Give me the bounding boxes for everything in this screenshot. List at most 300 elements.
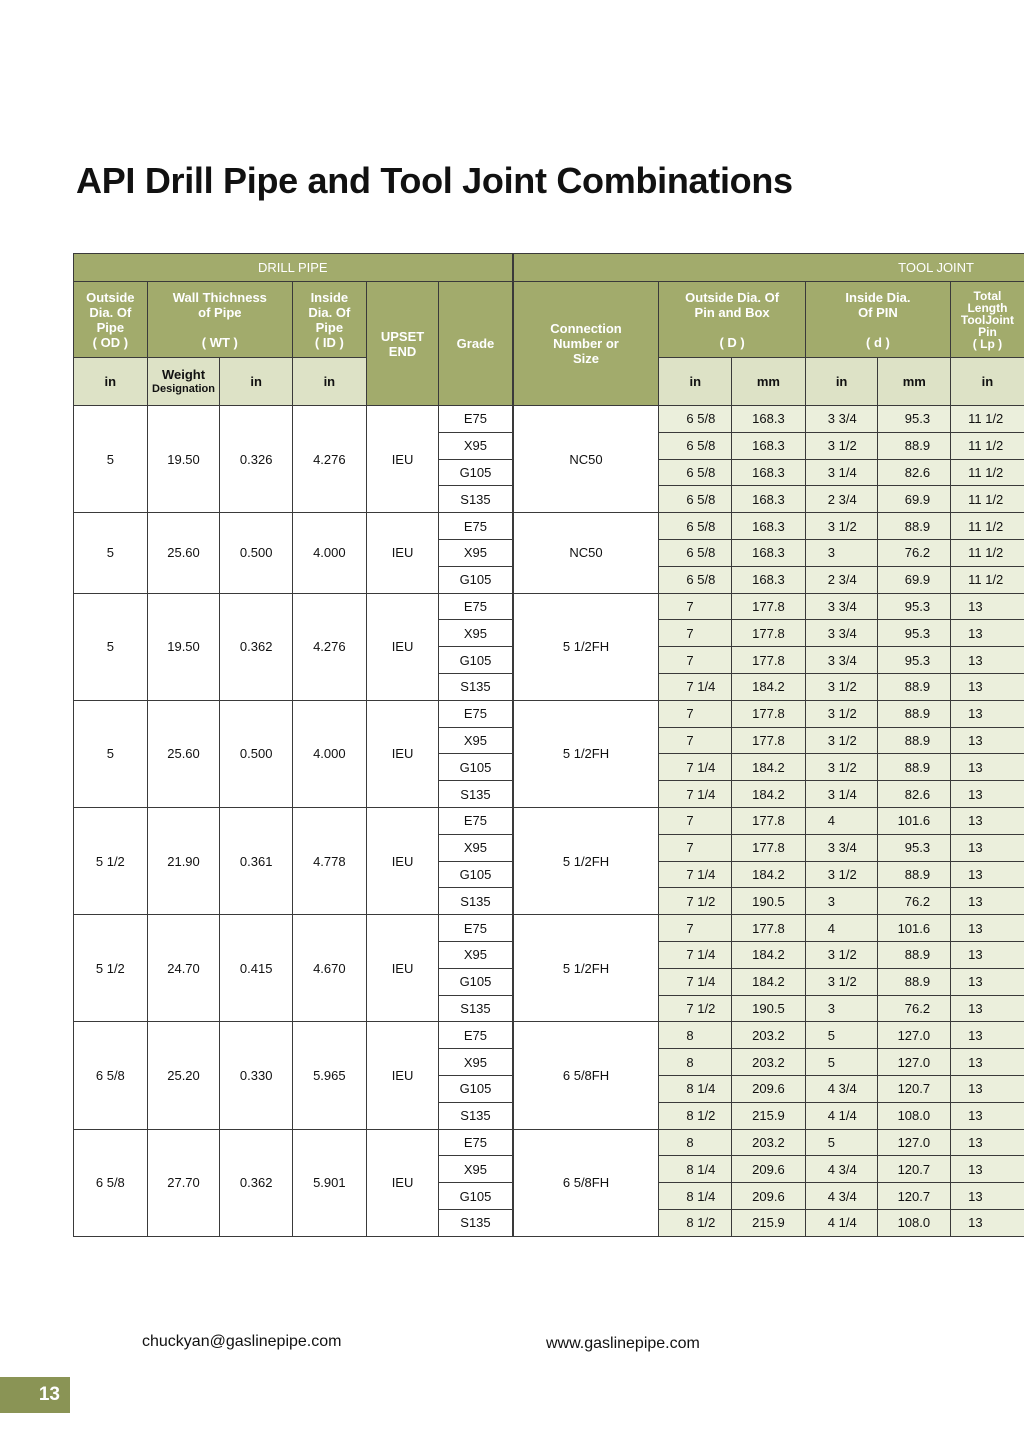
- pin-box-od-in-cell: 7 1/4: [659, 781, 732, 808]
- od-header-line: ( OD ): [92, 335, 129, 350]
- pin-length-cell: 13: [951, 968, 1024, 995]
- pin-box-od-in-cell: 7 1/4: [659, 861, 732, 888]
- pin-box-od-mm-cell: 184.2: [732, 861, 806, 888]
- id-cell: 4.276: [293, 593, 367, 700]
- grade-cell: X95: [439, 941, 513, 968]
- upset-header-line: UPSET: [380, 328, 425, 344]
- tool-joint-section-header: [513, 254, 1024, 282]
- pin-box-od-in-cell: 8 1/2: [659, 1209, 732, 1236]
- pin-id-mm-cell: 127.0: [878, 1022, 951, 1049]
- pin-id-mm-cell: 88.9: [878, 513, 951, 540]
- pin-id-mm-cell: 127.0: [878, 1129, 951, 1156]
- pin-length-cell: 13: [951, 647, 1024, 674]
- od-header-line: Pipe: [96, 320, 125, 335]
- pin-length-unit: in: [951, 358, 1024, 406]
- combinations-table-container: [73, 253, 1024, 1237]
- pin-id-mm-cell: 101.6: [878, 807, 951, 834]
- od-cell: 5 1/2: [74, 915, 148, 1022]
- pin-length-cell: 13: [951, 1102, 1024, 1129]
- pin-length-cell: 13: [951, 1075, 1024, 1102]
- page-number: 13: [38, 1384, 60, 1405]
- pin-length-header-line: Length: [967, 301, 1008, 315]
- wt-unit: in: [220, 358, 293, 406]
- pin-length-cell: 13: [951, 700, 1024, 727]
- pin-id-in-cell: 2 3/4: [805, 486, 878, 513]
- grade-cell: X95: [439, 620, 513, 647]
- pin-id-in-cell: 3 1/4: [805, 781, 878, 808]
- pin-id-mm-cell: 95.3: [878, 406, 951, 433]
- pin-id-mm-cell: 76.2: [878, 539, 951, 566]
- od-cell: 6 5/8: [74, 1022, 148, 1129]
- pin-length-cell: 13: [951, 995, 1024, 1022]
- pin-box-od-mm-cell: 209.6: [732, 1075, 806, 1102]
- grade-cell: X95: [439, 1049, 513, 1076]
- pin-id-mm-cell: 101.6: [878, 915, 951, 942]
- pin-box-od-in-cell: 6 5/8: [659, 432, 732, 459]
- pin-id-header-line: ( d ): [866, 335, 890, 350]
- connection-cell: 6 5/8FH: [513, 1022, 659, 1129]
- pin-box-od-mm-cell: 203.2: [732, 1049, 806, 1076]
- pin-id-mm-cell: 95.3: [878, 593, 951, 620]
- pin-box-od-in-cell: 8 1/4: [659, 1156, 732, 1183]
- grade-cell: G105: [439, 459, 513, 486]
- od-header-line: Dia. Of: [89, 305, 132, 320]
- pin-length-cell: 13: [951, 593, 1024, 620]
- pin-id-in-cell: 3 3/4: [805, 620, 878, 647]
- pin-box-od-mm-cell: 209.6: [732, 1156, 806, 1183]
- wt-cell: 0.415: [220, 915, 293, 1022]
- pin-box-od-in-cell: 8: [659, 1022, 732, 1049]
- pin-id-mm-cell: 95.3: [878, 620, 951, 647]
- pin-id-in-cell: 3 3/4: [805, 647, 878, 674]
- pin-length-cell: 13: [951, 727, 1024, 754]
- pin-length-cell: 11 1/2: [951, 513, 1024, 540]
- weight-label: Weight: [161, 366, 206, 382]
- grade-cell: G105: [439, 1183, 513, 1210]
- combinations-table: [73, 253, 1024, 1237]
- weight-cell: 24.70: [147, 915, 220, 1022]
- table-row: [74, 700, 1024, 727]
- od-cell: 5: [74, 700, 148, 807]
- pin-length-header-line: Pin: [978, 325, 997, 339]
- pin-box-od-in-cell: 8 1/2: [659, 1102, 732, 1129]
- pin-box-od-in-cell: 7 1/4: [659, 941, 732, 968]
- id-cell: 4.276: [293, 406, 367, 513]
- weight-designation-header: [147, 358, 220, 406]
- table-body: [74, 406, 1024, 1237]
- wt-cell: 0.361: [220, 807, 293, 914]
- pin-id-mm-cell: 88.9: [878, 673, 951, 700]
- pin-box-od-mm-cell: 168.3: [732, 566, 806, 593]
- pin-id-in-cell: 3: [805, 888, 878, 915]
- pin-box-od-mm-cell: 184.2: [732, 941, 806, 968]
- wt-header: [147, 282, 292, 358]
- weight-cell: 21.90: [147, 807, 220, 914]
- table-row: [74, 915, 1024, 942]
- pin-id-mm-cell: 88.9: [878, 432, 951, 459]
- pin-id-mm-cell: 120.7: [878, 1183, 951, 1210]
- pin-box-od-mm-cell: 168.3: [732, 539, 806, 566]
- pin-id-in-cell: 3 1/2: [805, 861, 878, 888]
- id-cell: 4.670: [293, 915, 367, 1022]
- pin-box-od-mm-cell: 184.2: [732, 754, 806, 781]
- grade-cell: G105: [439, 1075, 513, 1102]
- footer-website: www.gaslinepipe.com: [546, 1335, 700, 1352]
- pin-box-od-mm-cell: 190.5: [732, 888, 806, 915]
- id-header-line: Inside: [310, 290, 349, 305]
- grade-cell: X95: [439, 1156, 513, 1183]
- footer-email: chuckyan@gaslinepipe.com: [142, 1333, 342, 1350]
- wt-header-line: of Pipe: [198, 305, 242, 320]
- upset-end-header: [366, 282, 439, 406]
- pin-box-od-in-cell: 8: [659, 1129, 732, 1156]
- upset-cell: IEU: [366, 1022, 439, 1129]
- page-number-tab: [0, 1377, 70, 1413]
- grade-cell: S135: [439, 888, 513, 915]
- pin-length-header-line: ToolJoint: [960, 313, 1014, 327]
- pin-length-cell: 13: [951, 1209, 1024, 1236]
- wt-cell: 0.362: [220, 1129, 293, 1236]
- pin-id-mm-cell: 88.9: [878, 700, 951, 727]
- connection-cell: NC50: [513, 406, 659, 513]
- pin-id-in-cell: 4 3/4: [805, 1183, 878, 1210]
- pin-box-od-mm-cell: 203.2: [732, 1022, 806, 1049]
- pin-box-od-in-cell: 7: [659, 834, 732, 861]
- grade-cell: X95: [439, 432, 513, 459]
- pin-length-header: [951, 282, 1024, 358]
- grade-cell: E75: [439, 700, 513, 727]
- table-row: [74, 593, 1024, 620]
- pin-length-cell: 13: [951, 1022, 1024, 1049]
- grade-cell: G105: [439, 968, 513, 995]
- pin-box-od-in-cell: 8 1/4: [659, 1075, 732, 1102]
- table-row: [74, 807, 1024, 834]
- pin-id-in-cell: 3 1/4: [805, 459, 878, 486]
- pin-id-mm-cell: 120.7: [878, 1075, 951, 1102]
- pin-id-in-cell: 4 3/4: [805, 1156, 878, 1183]
- pin-id-mm-cell: 88.9: [878, 754, 951, 781]
- pin-id-mm-cell: 88.9: [878, 941, 951, 968]
- pin-box-od-mm-cell: 177.8: [732, 834, 806, 861]
- wt-cell: 0.500: [220, 700, 293, 807]
- pin-box-od-mm-cell: 203.2: [732, 1129, 806, 1156]
- connection-cell: 5 1/2FH: [513, 915, 659, 1022]
- pin-id-mm-cell: 108.0: [878, 1102, 951, 1129]
- grade-cell: E75: [439, 807, 513, 834]
- pin-id-in-cell: 2 3/4: [805, 566, 878, 593]
- grade-cell: S135: [439, 781, 513, 808]
- pin-box-od-in-cell: 8: [659, 1049, 732, 1076]
- pin-box-od-in-cell: 7 1/2: [659, 888, 732, 915]
- id-header-line: Dia. Of: [308, 305, 351, 320]
- pin-box-od-in-cell: 7 1/4: [659, 673, 732, 700]
- pin-box-od-mm-cell: 184.2: [732, 968, 806, 995]
- pin-box-od-mm-cell: 168.3: [732, 406, 806, 433]
- upset-cell: IEU: [366, 593, 439, 700]
- od-unit: in: [74, 358, 148, 406]
- pin-length-cell: 13: [951, 861, 1024, 888]
- weight-cell: 25.20: [147, 1022, 220, 1129]
- pin-box-od-mm-cell: 177.8: [732, 647, 806, 674]
- pin-length-cell: 13: [951, 620, 1024, 647]
- pin-box-od-in-cell: 7 1/4: [659, 754, 732, 781]
- pin-length-cell: 13: [951, 1183, 1024, 1210]
- pin-box-od-in-cell: 6 5/8: [659, 566, 732, 593]
- pin-id-in-cell: 3 1/2: [805, 727, 878, 754]
- pin-id-in-cell: 4: [805, 807, 878, 834]
- pin-box-od-header: [659, 282, 805, 358]
- pin-id-mm-cell: 88.9: [878, 861, 951, 888]
- wt-header-line: [148, 320, 292, 335]
- od-cell: 5 1/2: [74, 807, 148, 914]
- pin-box-od-mm-cell: 177.8: [732, 593, 806, 620]
- drill-pipe-section-header: DRILL PIPE: [74, 254, 513, 282]
- pin-length-cell: 11 1/2: [951, 432, 1024, 459]
- grade-cell: E75: [439, 1129, 513, 1156]
- pin-id-mm-cell: 127.0: [878, 1049, 951, 1076]
- table-row: [74, 513, 1024, 540]
- table-row: [74, 1129, 1024, 1156]
- pin-box-od-mm-cell: 190.5: [732, 995, 806, 1022]
- pin-id-mm-cell: 120.7: [878, 1156, 951, 1183]
- pin-id-header-line: Of PIN: [858, 305, 898, 320]
- pin-id-in-cell: 5: [805, 1129, 878, 1156]
- pin-id-header-line: Inside Dia.: [845, 290, 911, 305]
- id-cell: 4.778: [293, 807, 367, 914]
- pin-box-od-mm-cell: 177.8: [732, 807, 806, 834]
- id-header-line: Pipe: [315, 320, 344, 335]
- pin-length-cell: 13: [951, 1156, 1024, 1183]
- pin-box-od-header-line: [659, 320, 804, 335]
- pin-id-mm-cell: 108.0: [878, 1209, 951, 1236]
- pin-box-od-mm-cell: 209.6: [732, 1183, 806, 1210]
- wt-cell: 0.362: [220, 593, 293, 700]
- pin-length-cell: 11 1/2: [951, 406, 1024, 433]
- grade-cell: S135: [439, 486, 513, 513]
- connection-cell: 5 1/2FH: [513, 593, 659, 700]
- wt-header-line: ( WT ): [201, 335, 238, 350]
- pin-length-cell: 11 1/2: [951, 459, 1024, 486]
- grade-cell: G105: [439, 647, 513, 674]
- grade-cell: G105: [439, 754, 513, 781]
- wt-header-line: Wall Thichness: [172, 290, 267, 305]
- od-cell: 6 5/8: [74, 1129, 148, 1236]
- table-row: [74, 1022, 1024, 1049]
- id-cell: 5.901: [293, 1129, 367, 1236]
- pin-box-od-in-cell: 7: [659, 593, 732, 620]
- pin-id-in-cell: 3: [805, 539, 878, 566]
- grade-cell: S135: [439, 1209, 513, 1236]
- pin-length-cell: 13: [951, 941, 1024, 968]
- pin-id-in-unit: in: [805, 358, 878, 406]
- od-cell: 5: [74, 406, 148, 513]
- pin-box-od-in-cell: 8 1/4: [659, 1183, 732, 1210]
- pin-box-od-in-cell: 6 5/8: [659, 486, 732, 513]
- pin-box-od-mm-cell: 184.2: [732, 673, 806, 700]
- weight-cell: 19.50: [147, 593, 220, 700]
- pin-id-mm-cell: 69.9: [878, 566, 951, 593]
- pin-id-in-cell: 4: [805, 915, 878, 942]
- pin-box-od-in-cell: 6 5/8: [659, 539, 732, 566]
- wt-cell: 0.326: [220, 406, 293, 513]
- page-title: API Drill Pipe and Tool Joint Combinations: [76, 160, 793, 201]
- connection-cell: 5 1/2FH: [513, 700, 659, 807]
- pin-length-cell: 11 1/2: [951, 566, 1024, 593]
- weight-cell: 19.50: [147, 406, 220, 513]
- pin-id-mm-cell: 82.6: [878, 781, 951, 808]
- pin-id-mm-cell: 82.6: [878, 459, 951, 486]
- pin-id-in-cell: 3 1/2: [805, 513, 878, 540]
- pin-length-header-line: Total: [973, 289, 1002, 303]
- pin-id-in-cell: 3 1/2: [805, 432, 878, 459]
- id-cell: 4.000: [293, 700, 367, 807]
- designation-label: Designation: [152, 382, 215, 395]
- od-header-line: Outside: [86, 290, 135, 305]
- id-header-line: ( ID ): [314, 335, 344, 350]
- pin-id-mm-cell: 88.9: [878, 968, 951, 995]
- grade-cell: E75: [439, 915, 513, 942]
- id-cell: 5.965: [293, 1022, 367, 1129]
- pin-length-header-line: ( Lp ): [972, 337, 1003, 351]
- pin-id-mm-cell: 95.3: [878, 834, 951, 861]
- pin-box-od-header-line: Outside Dia. Of: [685, 290, 780, 305]
- pin-id-in-cell: 4 1/4: [805, 1209, 878, 1236]
- pin-box-od-mm-cell: 184.2: [732, 781, 806, 808]
- pin-id-in-cell: 4 3/4: [805, 1075, 878, 1102]
- pin-box-od-in-cell: 7 1/4: [659, 968, 732, 995]
- pin-box-od-mm-cell: 168.3: [732, 432, 806, 459]
- pin-box-od-in-cell: 7: [659, 915, 732, 942]
- pin-id-in-cell: 3 3/4: [805, 834, 878, 861]
- pin-length-cell: 13: [951, 1049, 1024, 1076]
- connection-header: [513, 282, 659, 406]
- pin-box-od-mm-cell: 215.9: [732, 1102, 806, 1129]
- pin-box-od-in-cell: 7: [659, 620, 732, 647]
- pin-id-mm-unit: mm: [878, 358, 951, 406]
- pin-id-in-cell: 5: [805, 1049, 878, 1076]
- pin-length-cell: 13: [951, 673, 1024, 700]
- id-cell: 4.000: [293, 513, 367, 593]
- pin-length-cell: 11 1/2: [951, 486, 1024, 513]
- pin-box-od-in-cell: 7: [659, 647, 732, 674]
- upset-cell: IEU: [366, 915, 439, 1022]
- pin-id-in-cell: 3 1/2: [805, 968, 878, 995]
- pin-id-in-cell: 4 1/4: [805, 1102, 878, 1129]
- grade-cell: S135: [439, 995, 513, 1022]
- grade-cell: S135: [439, 1102, 513, 1129]
- weight-cell: 25.60: [147, 513, 220, 593]
- upset-cell: IEU: [366, 1129, 439, 1236]
- od-cell: 5: [74, 513, 148, 593]
- pin-box-od-mm-cell: 168.3: [732, 486, 806, 513]
- pin-box-od-mm-cell: 215.9: [732, 1209, 806, 1236]
- pin-id-mm-cell: 88.9: [878, 727, 951, 754]
- pin-box-od-mm-cell: 177.8: [732, 727, 806, 754]
- pin-box-od-mm-cell: 177.8: [732, 700, 806, 727]
- pin-box-od-in-unit: in: [659, 358, 732, 406]
- pin-box-od-in-cell: 7: [659, 700, 732, 727]
- grade-cell: E75: [439, 406, 513, 433]
- weight-cell: 27.70: [147, 1129, 220, 1236]
- pin-box-od-in-cell: 7: [659, 807, 732, 834]
- grade-cell: X95: [439, 727, 513, 754]
- pin-length-cell: 13: [951, 754, 1024, 781]
- pin-length-cell: 13: [951, 1129, 1024, 1156]
- pin-box-od-mm-unit: mm: [732, 358, 806, 406]
- pin-length-cell: 13: [951, 915, 1024, 942]
- pin-id-in-cell: 3 3/4: [805, 406, 878, 433]
- pin-id-in-cell: 3 3/4: [805, 593, 878, 620]
- upset-header-line: END: [388, 343, 417, 359]
- pin-id-mm-cell: 76.2: [878, 995, 951, 1022]
- table-row: [74, 406, 1024, 433]
- grade-cell: E75: [439, 513, 513, 540]
- pin-box-od-in-cell: 7 1/2: [659, 995, 732, 1022]
- pin-id-header: [805, 282, 950, 358]
- pin-id-mm-cell: 69.9: [878, 486, 951, 513]
- pin-box-od-in-cell: 7: [659, 727, 732, 754]
- upset-cell: IEU: [366, 513, 439, 593]
- grade-cell: S135: [439, 673, 513, 700]
- pin-id-in-cell: 3 1/2: [805, 673, 878, 700]
- pin-length-cell: 11 1/2: [951, 539, 1024, 566]
- pin-id-in-cell: 3 1/2: [805, 700, 878, 727]
- pin-id-mm-cell: 76.2: [878, 888, 951, 915]
- grade-cell: E75: [439, 593, 513, 620]
- upset-cell: IEU: [366, 406, 439, 513]
- upset-cell: IEU: [366, 807, 439, 914]
- pin-length-cell: 13: [951, 888, 1024, 915]
- upset-cell: IEU: [366, 700, 439, 807]
- grade-cell: E75: [439, 1022, 513, 1049]
- pin-id-in-cell: 5: [805, 1022, 878, 1049]
- od-cell: 5: [74, 593, 148, 700]
- grade-cell: X95: [439, 539, 513, 566]
- id-header: [293, 282, 367, 358]
- id-unit: in: [293, 358, 367, 406]
- connection-cell: NC50: [513, 513, 659, 593]
- weight-cell: 25.60: [147, 700, 220, 807]
- pin-id-in-cell: 3: [805, 995, 878, 1022]
- pin-box-od-in-cell: 6 5/8: [659, 459, 732, 486]
- od-header: [74, 282, 148, 358]
- pin-box-od-in-cell: 6 5/8: [659, 406, 732, 433]
- pin-length-cell: 13: [951, 834, 1024, 861]
- connection-header-line: Size: [572, 351, 599, 366]
- pin-box-od-mm-cell: 177.8: [732, 620, 806, 647]
- pin-length-cell: 13: [951, 807, 1024, 834]
- connection-header-line: Number or: [553, 336, 619, 351]
- pin-box-od-in-cell: 6 5/8: [659, 513, 732, 540]
- pin-id-header-line: [806, 320, 950, 335]
- pin-length-cell: 13: [951, 781, 1024, 808]
- grade-header: Grade: [439, 282, 513, 406]
- grade-cell: G105: [439, 861, 513, 888]
- grade-cell: X95: [439, 834, 513, 861]
- tool-joint-section-label: TOOL JOINT: [898, 260, 974, 275]
- pin-id-in-cell: 3 1/2: [805, 754, 878, 781]
- pin-id-in-cell: 3 1/2: [805, 941, 878, 968]
- pin-box-od-mm-cell: 168.3: [732, 513, 806, 540]
- pin-box-od-header-line: Pin and Box: [694, 305, 770, 320]
- wt-cell: 0.330: [220, 1022, 293, 1129]
- grade-cell: G105: [439, 566, 513, 593]
- wt-cell: 0.500: [220, 513, 293, 593]
- connection-cell: 6 5/8FH: [513, 1129, 659, 1236]
- pin-id-mm-cell: 95.3: [878, 647, 951, 674]
- pin-box-od-header-line: ( D ): [719, 335, 745, 350]
- connection-header-line: Connection: [550, 321, 622, 336]
